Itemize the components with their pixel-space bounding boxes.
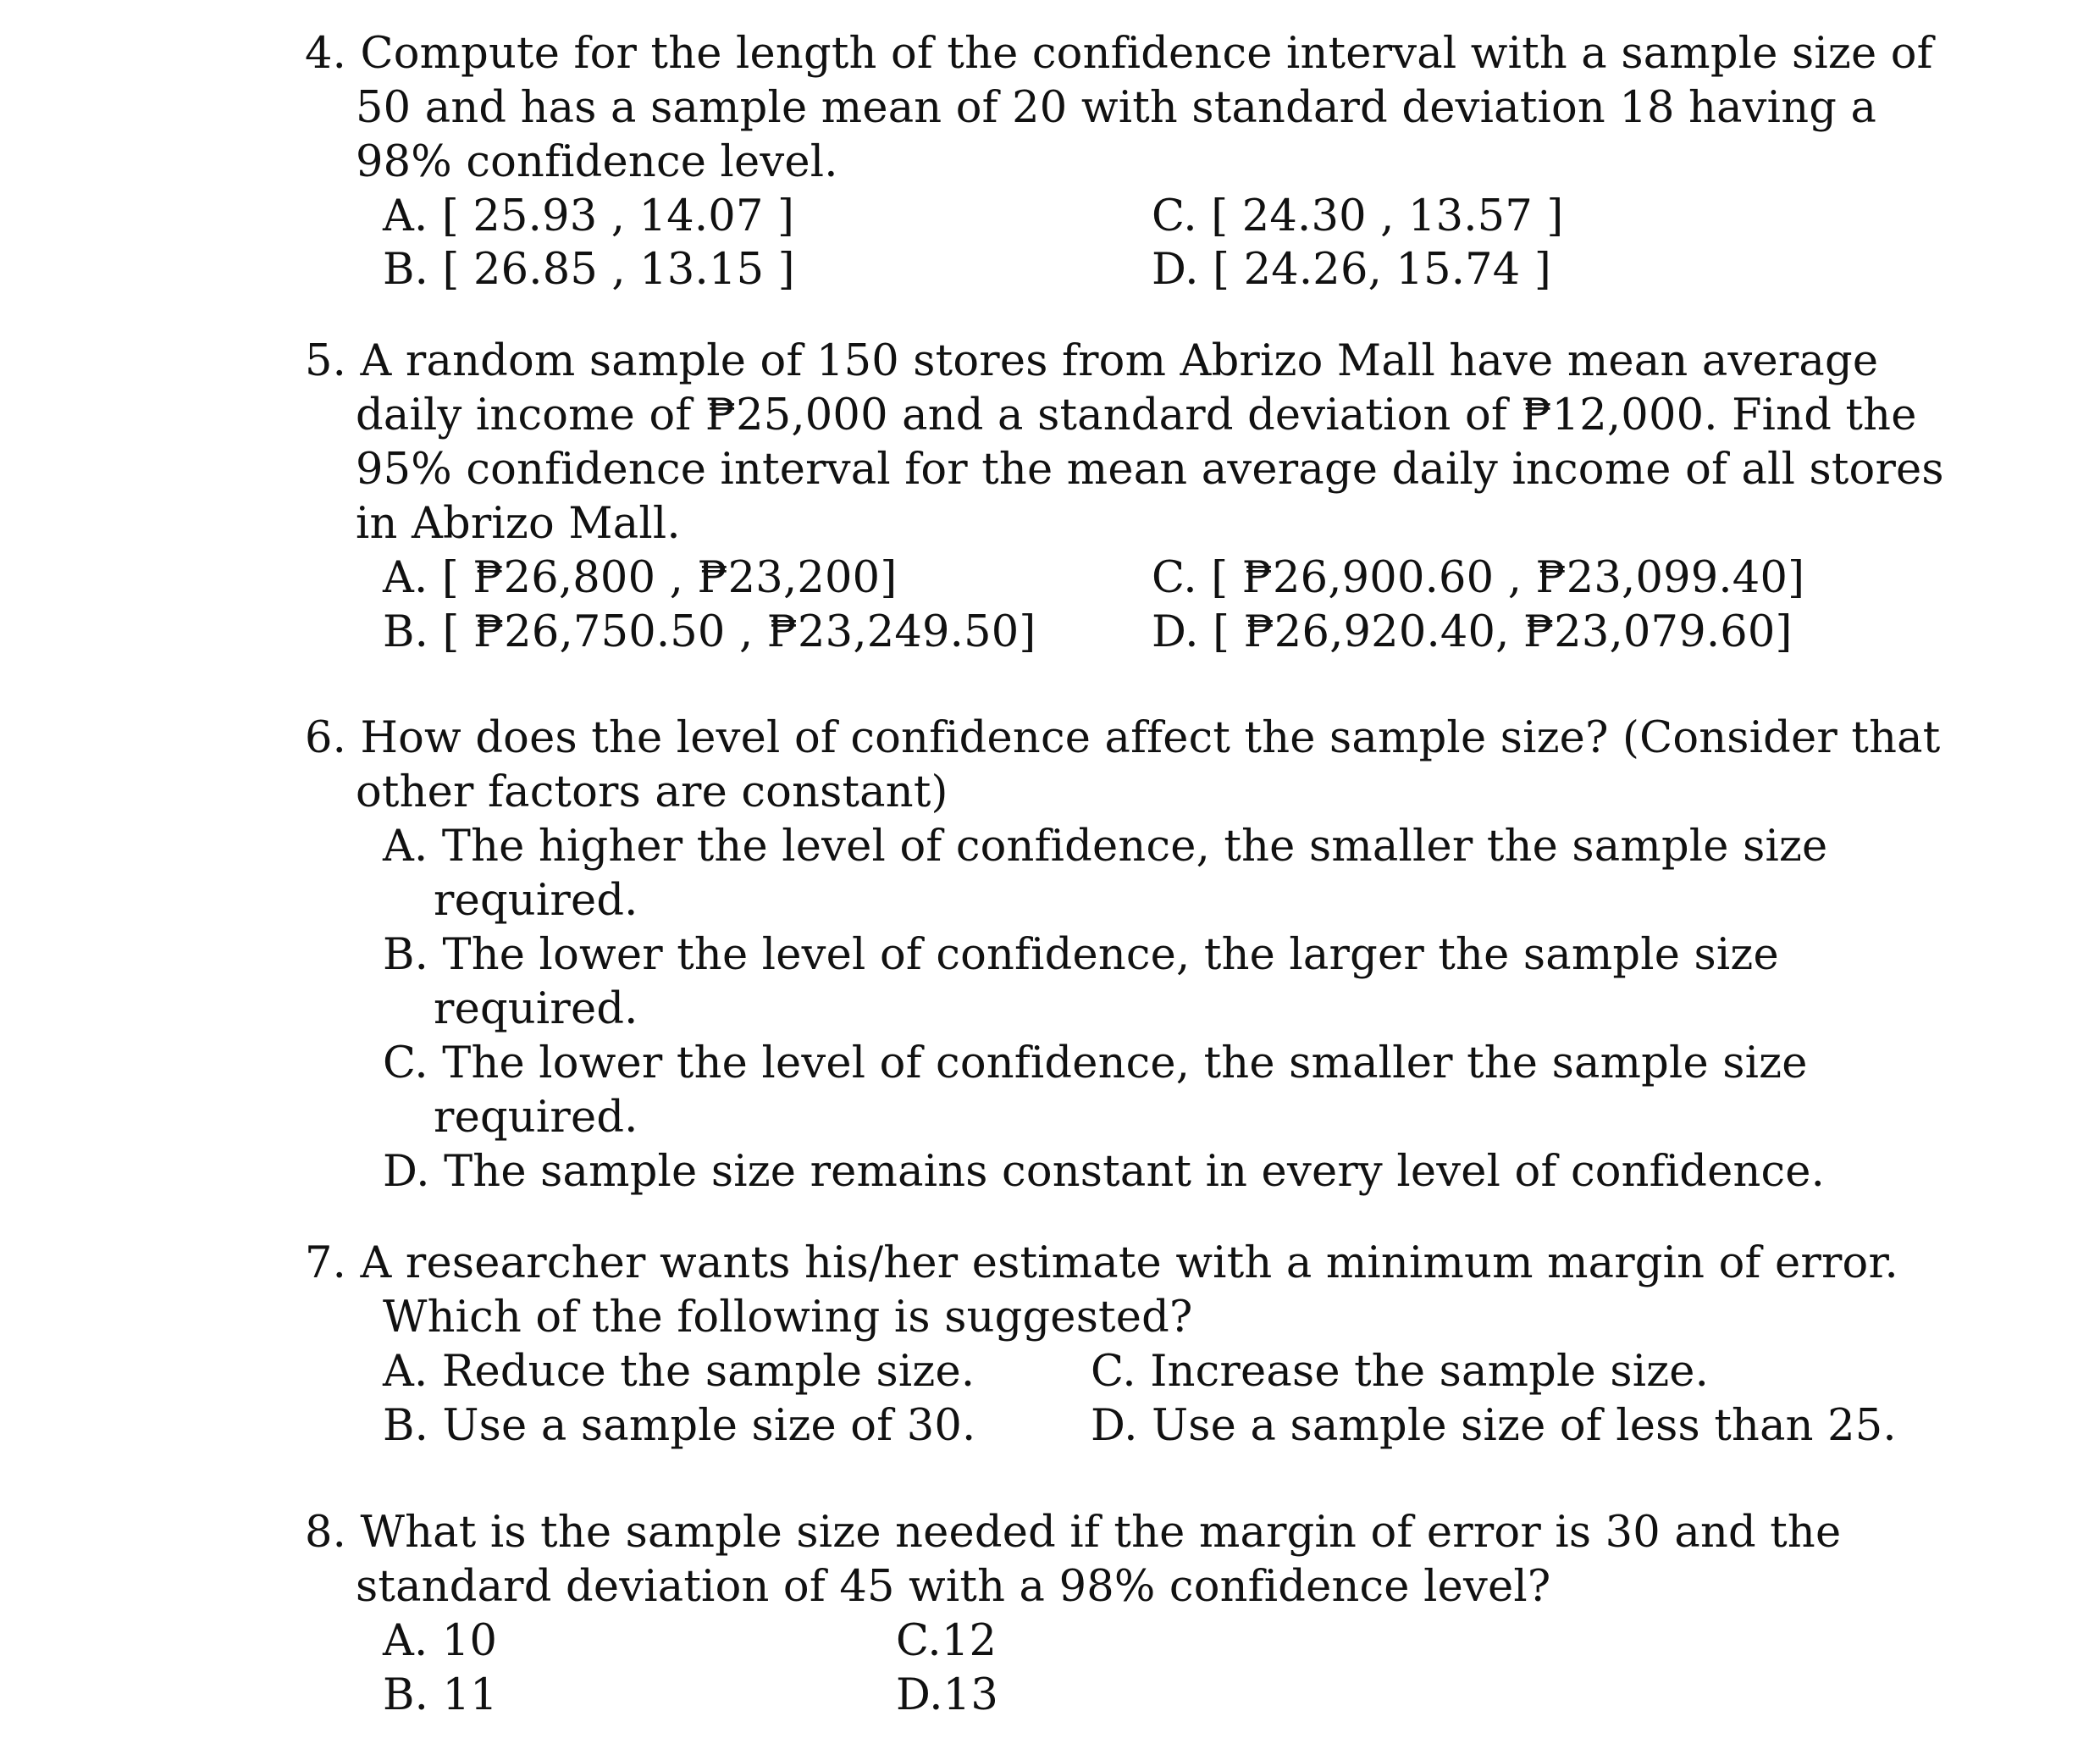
q7-option-c: C. Increase the sample size. — [1091, 1347, 1710, 1397]
q4-stem-line-2: 50 and has a sample mean of 20 with standard deviation 18 having a — [356, 83, 1877, 133]
q5-stem-line-1: 5. A random sample of 150 stores from Abrizo Mall have mean average — [305, 336, 1879, 386]
q8-stem-line-2: standard deviation of 45 with a 98% confidence level? — [356, 1562, 1551, 1612]
q8-stem-line-1: 8. What is the sample size needed if the margin of error is 30 and the — [305, 1508, 1842, 1558]
q8-option-b: B. 11 — [383, 1670, 498, 1720]
q6-option-a-continued: required. — [434, 876, 638, 926]
q5-option-d: D. [ ₱26,920.40, ₱23,079.60] — [1152, 607, 1793, 657]
q5-option-a: A. [ ₱26,800 , ₱23,200] — [383, 553, 898, 603]
q6-option-a: A. The higher the level of confidence, the smaller the sample size — [383, 822, 1828, 872]
q6-option-c-continued: required. — [434, 1093, 638, 1143]
q8-option-d: D.13 — [896, 1670, 998, 1720]
q7-option-a: A. Reduce the sample size. — [383, 1347, 975, 1397]
q5-stem-line-2: daily income of ₱25,000 and a standard deviation of ₱12,000. Find the — [356, 390, 1917, 440]
q5-stem-line-4: in Abrizo Mall. — [356, 499, 681, 549]
q4-option-c: C. [ 24.30 , 13.57 ] — [1152, 191, 1564, 241]
q6-option-d: D. The sample size remains constant in every level of confidence. — [383, 1147, 1826, 1197]
q7-stem-line-2: Which of the following is suggested? — [383, 1293, 1193, 1343]
q6-option-c: C. The lower the level of confidence, the smaller the sample size — [383, 1038, 1808, 1088]
q8-option-c: C.12 — [896, 1616, 998, 1666]
q6-option-b: B. The lower the level of confidence, the larger the sample size — [383, 930, 1779, 980]
q5-stem-line-3: 95% confidence interval for the mean average daily income of all stores — [356, 445, 1944, 495]
q7-option-d: D. Use a sample size of less than 25. — [1091, 1401, 1897, 1451]
q4-stem-line-1: 4. Compute for the length of the confidence interval with a sample size of — [305, 29, 1933, 79]
q4-option-a: A. [ 25.93 , 14.07 ] — [383, 191, 795, 241]
q5-option-b: B. [ ₱26,750.50 , ₱23,249.50] — [383, 607, 1036, 657]
q4-option-b: B. [ 26.85 , 13.15 ] — [383, 245, 795, 295]
q8-option-a: A. 10 — [383, 1616, 498, 1666]
q5-option-c: C. [ ₱26,900.60 , ₱23,099.40] — [1152, 553, 1805, 603]
q4-option-d: D. [ 24.26, 15.74 ] — [1152, 245, 1551, 295]
q4-stem-line-3: 98% confidence level. — [356, 137, 838, 187]
q7-option-b: B. Use a sample size of 30. — [383, 1401, 976, 1451]
q6-stem-line-2: other factors are constant) — [356, 767, 948, 817]
q6-stem-line-1: 6. How does the level of confidence affect the sample size? (Consider that — [305, 713, 1941, 763]
q7-stem-line-1: 7. A researcher wants his/her estimate with a minimum margin of error. — [305, 1238, 1898, 1288]
q6-option-b-continued: required. — [434, 984, 638, 1034]
